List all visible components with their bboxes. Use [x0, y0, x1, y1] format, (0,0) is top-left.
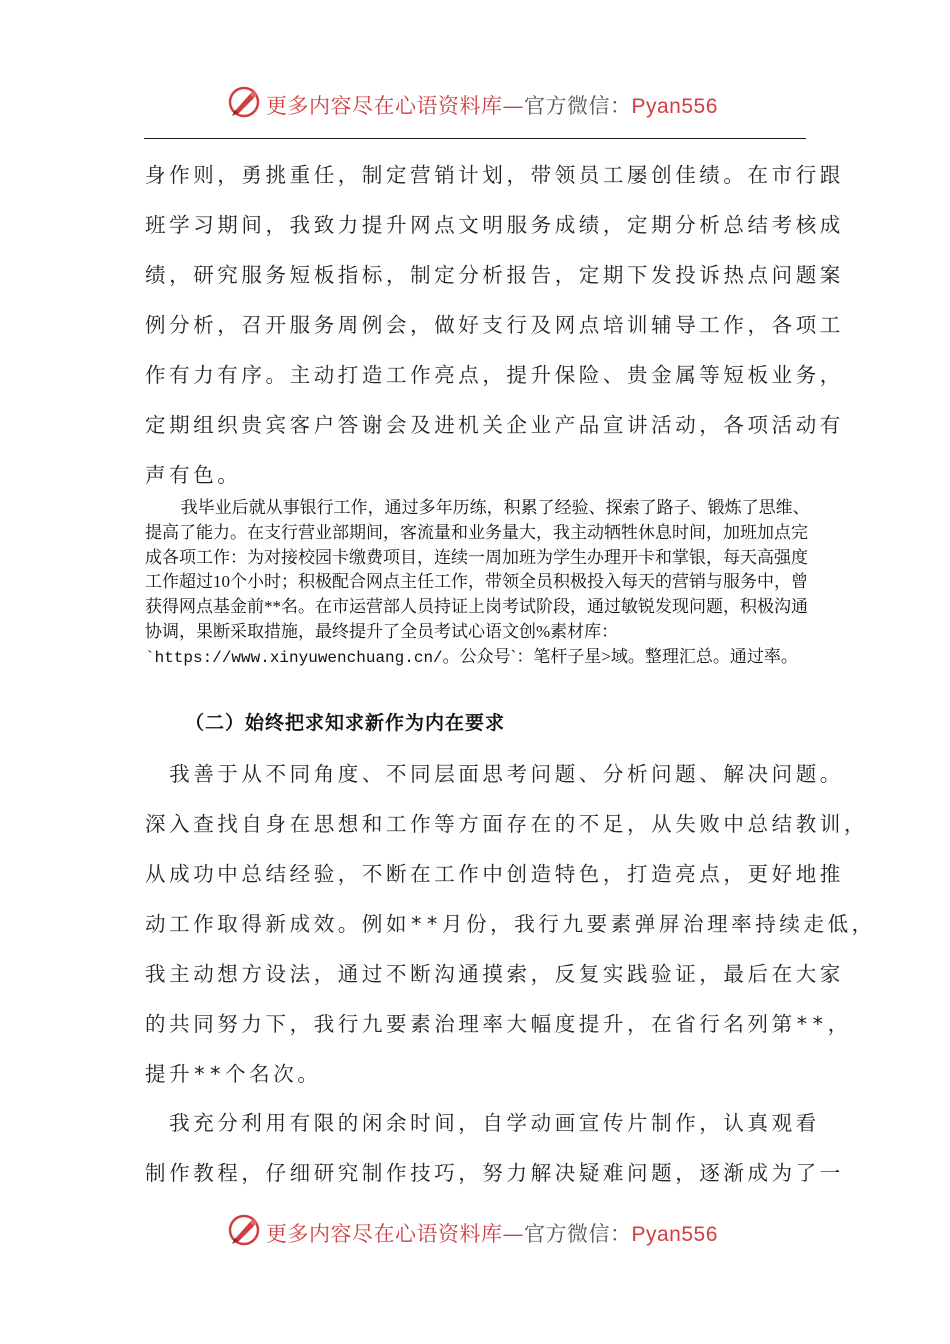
footer-wechat-id: Pyan556: [631, 1223, 718, 1246]
dense-paragraph: [145, 496, 817, 671]
dense-paragraph-body: 我毕业后就从事银行工作，通过多年历练，积累了经验、探索了路子、锻炼了思维、提高了能力。在支行营业部期间，客流量和业务量大，我主动牺牲休息时间，加班加点完成各项工作：为对接校园卡缴费项目，连续一周加班为学生办理开卡和掌银，每天高强度工作超过10个小时；积极配合网点主任工作，带领全员积极投入每天的营销与服务中，曾获得网点基金前**名。在市运营部人员持证上岗考试阶段，通过敏锐发现问题，积极沟通协调，果断采取措施，最终提升了全员考试心语文创%素材库：: [145, 498, 810, 641]
footer-banner-text: [266, 1218, 718, 1248]
header-banner: [0, 82, 950, 122]
footer-banner-dash: —: [502, 1222, 524, 1246]
body-line: 从成功中总结经验，不断在工作中创造特色，打造亮点，更好地推: [145, 862, 844, 886]
body-line: 我充分利用有限的闲余时间，自学动画宣传片制作，认真观看: [145, 1111, 820, 1135]
body-line: 例分析，召开服务周例会，做好支行及网点培训辅导工作，各项工: [145, 313, 844, 337]
body-line: 我善于从不同角度、不同层面思考问题、分析问题、解决问题。: [145, 762, 844, 786]
header-divider: [144, 138, 806, 139]
dense-paragraph-url: `https://www.xinyuwenchuang.cn/: [145, 648, 443, 667]
body-line: 定期组织贵宾客户答谢会及进机关企业产品宣讲活动，各项活动有: [145, 413, 844, 437]
body-line: 我主动想方设法，通过不断沟通摸索，反复实践验证，最后在大家: [145, 962, 844, 986]
pen-logo-icon: [226, 84, 262, 120]
footer-banner: [0, 1210, 950, 1250]
body-line: 班学习期间，我致力提升网点文明服务成绩，定期分析总结考核成: [145, 213, 844, 237]
header-wechat-id: Pyan556: [631, 95, 718, 118]
body-line: 身作则，勇挑重任，制定营销计划，带领员工屡创佳绩。在市行跟: [145, 163, 844, 187]
header-banner-sub: 官方微信：: [524, 94, 632, 118]
footer-banner-main: 更多内容尽在心语资料库: [266, 1222, 503, 1246]
header-banner-dash: —: [502, 94, 524, 118]
body-line: 的共同努力下，我行九要素治理率大幅度提升，在省行名列第**，: [145, 1012, 852, 1036]
body-line: 深入查找自身在思想和工作等方面存在的不足，从失败中总结教训，: [145, 812, 868, 836]
body-line: 绩，研究服务短板指标，制定分析报告，定期下发投诉热点问题案: [145, 263, 844, 287]
body-line: 声有色。: [145, 463, 242, 487]
dense-paragraph-tail: 。公众号`：笔杆子星>域。整理汇总。通过率。: [442, 646, 798, 666]
body-line: 动工作取得新成效。例如**月份，我行九要素弹屏治理率持续走低，: [145, 912, 876, 936]
dense-paragraph-text: [145, 496, 817, 671]
header-banner-main: 更多内容尽在心语资料库: [266, 94, 503, 118]
header-banner-text: [266, 90, 718, 120]
body-line: 作有力有序。主动打造工作亮点，提升保险、贵金属等短板业务，: [145, 363, 844, 387]
footer-banner-sub: 官方微信：: [524, 1222, 632, 1246]
pen-logo-icon: [226, 1212, 262, 1248]
body-line: 提升**个名次。: [145, 1062, 322, 1086]
body-line: 制作教程，仔细研究制作技巧，努力解决疑难问题，逐渐成为了一: [145, 1161, 844, 1185]
section-heading: （二）始终把求知求新作为内在要求: [185, 712, 506, 734]
